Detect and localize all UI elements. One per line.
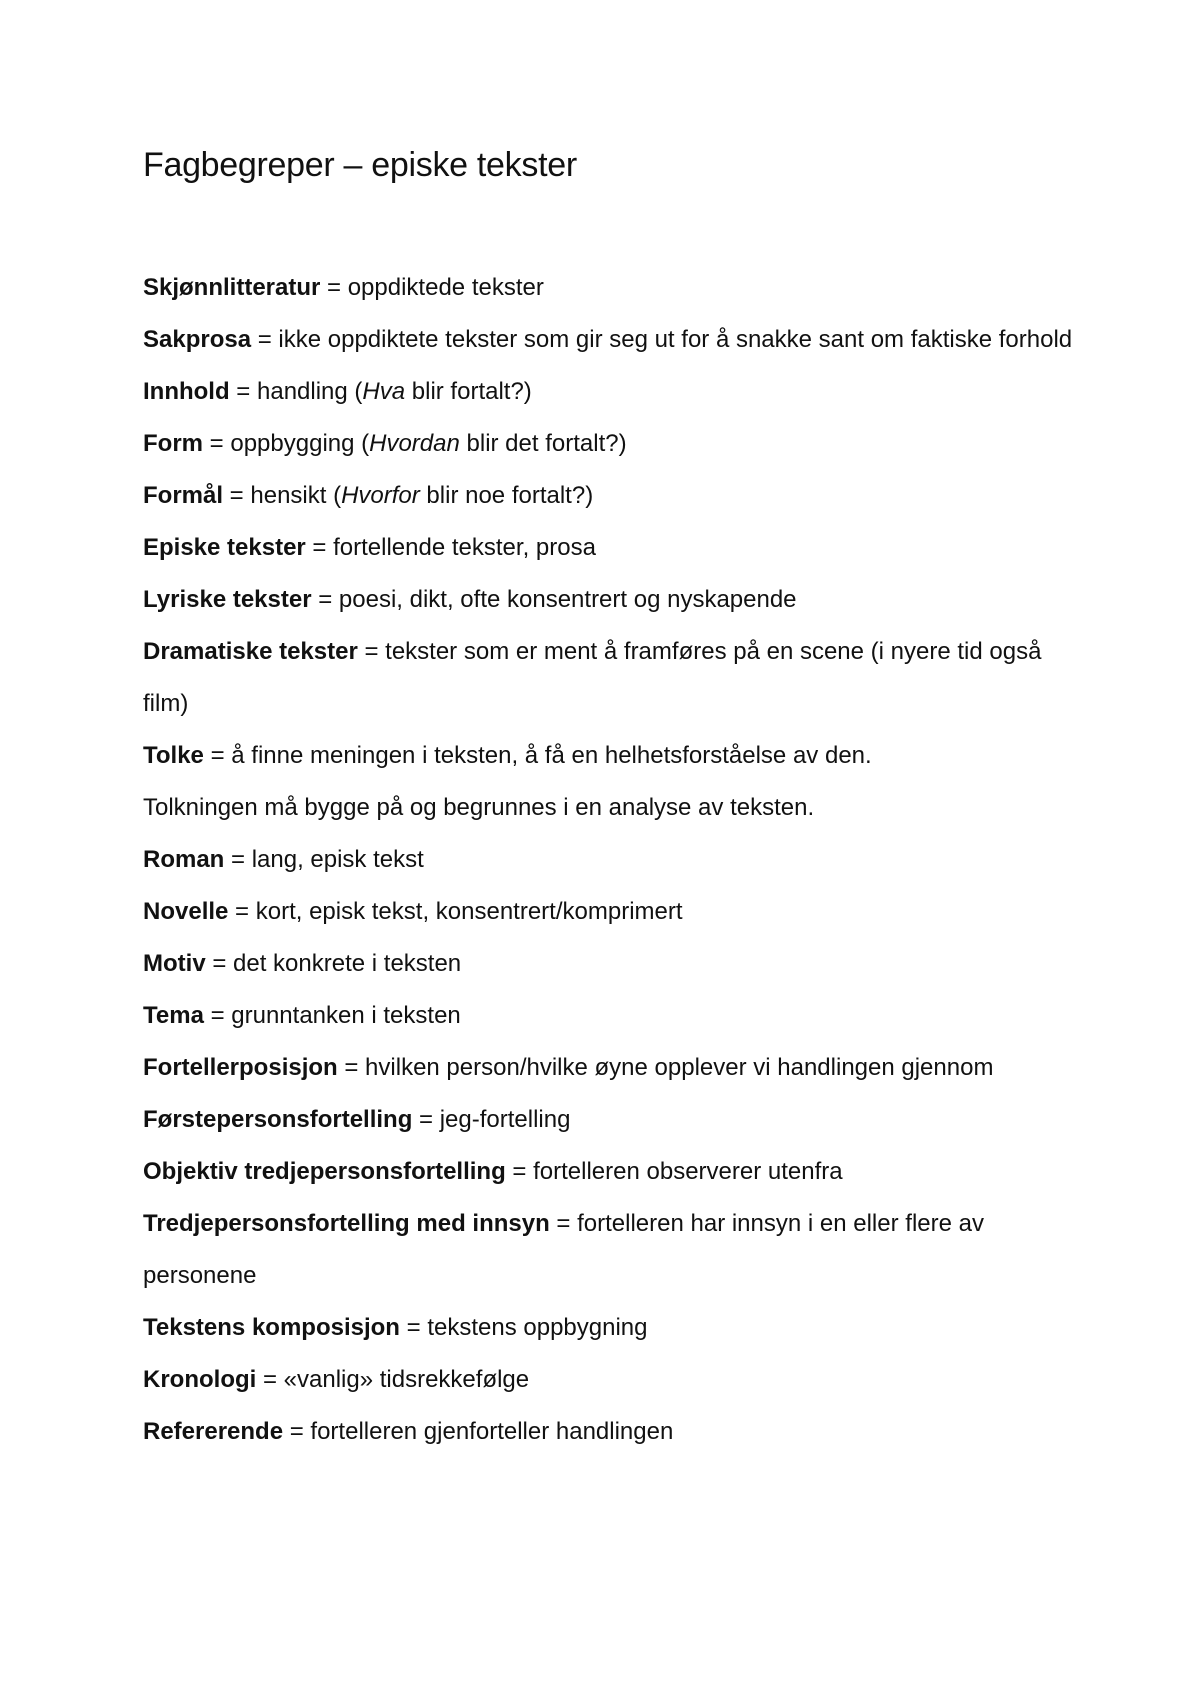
glossary-term: Tredjepersonsfortelling med innsyn xyxy=(143,1210,550,1237)
glossary-entry-episke-tekster xyxy=(143,522,1073,574)
glossary-entry-tredjeperson-innsyn xyxy=(143,1198,1073,1302)
glossary-term: Refererende xyxy=(143,1418,284,1445)
glossary-term: Dramatiske tekster xyxy=(143,638,358,665)
glossary-term: Sakprosa xyxy=(143,326,252,353)
glossary-entry-skjonnlitteratur xyxy=(143,262,1073,314)
glossary-entry-fortellerposisjon xyxy=(143,1042,1073,1094)
glossary-definition: = hvilken person/hvilke øyne opplever vi handlingen gjennom xyxy=(337,1054,994,1081)
glossary-term: Skjønnlitteratur xyxy=(143,274,321,301)
glossary-term: Form xyxy=(143,430,203,457)
glossary-definition: = fortelleren gjenforteller handlingen xyxy=(283,1418,674,1445)
glossary-term: Roman xyxy=(143,846,225,873)
glossary-term: Fortellerposisjon xyxy=(143,1054,338,1081)
glossary-definition-end: blir fortalt?) xyxy=(405,378,532,405)
glossary-definition: = det konkrete i teksten xyxy=(205,950,462,977)
glossary-term: Formål xyxy=(143,482,224,509)
glossary-term: Lyriske tekster xyxy=(143,586,312,613)
glossary-entry-form xyxy=(143,418,1073,470)
glossary-term: Episke tekster xyxy=(143,534,306,561)
glossary-term: Tolke xyxy=(143,742,204,769)
glossary-entry-innhold xyxy=(143,366,1073,418)
glossary-definition: = ikke oppdiktete tekster som gir seg ut for å snakke sant om faktiske forhold xyxy=(251,326,1073,353)
glossary-entry-tolke xyxy=(143,730,1073,782)
glossary-term: Tekstens komposisjon xyxy=(143,1314,400,1341)
glossary-definition: = tekster som er ment å framføres på en scene (i nyere tid også film) xyxy=(143,638,1042,717)
glossary-term: Motiv xyxy=(143,950,206,977)
glossary-question-word: Hvordan xyxy=(369,430,460,457)
glossary-term: Førstepersonsfortelling xyxy=(143,1106,413,1133)
glossary-entry-formal xyxy=(143,470,1073,522)
glossary-entry-refererende xyxy=(143,1406,1073,1458)
glossary-definition: = poesi, dikt, ofte konsentrert og nyskapende xyxy=(311,586,797,613)
glossary-term: Tema xyxy=(143,1002,204,1029)
glossary-definition: = «vanlig» tidsrekkefølge xyxy=(256,1366,530,1393)
glossary-entry-sakprosa xyxy=(143,314,1073,366)
glossary-definition: = jeg-fortelling xyxy=(412,1106,571,1133)
glossary-entry-kronologi xyxy=(143,1354,1073,1406)
glossary-term: Novelle xyxy=(143,898,229,925)
glossary-definition-end: blir det fortalt?) xyxy=(459,430,627,457)
glossary-term: Innhold xyxy=(143,378,230,405)
glossary-definition: = fortellende tekster, prosa xyxy=(305,534,596,561)
glossary-definition: = oppdiktede tekster xyxy=(320,274,544,301)
page-title: Fagbegreper – episke tekster xyxy=(143,146,577,184)
glossary-term: Kronologi xyxy=(143,1366,257,1393)
glossary-definition-end: blir noe fortalt?) xyxy=(419,482,594,509)
glossary-list xyxy=(143,262,1073,1458)
glossary-entry-tema xyxy=(143,990,1073,1042)
glossary-definition: = å finne meningen i teksten, å få en helhetsforståelse av den. xyxy=(203,742,872,769)
glossary-note-tolkning: Tolkningen må bygge på og begrunnes i en analyse av teksten. xyxy=(143,794,815,821)
glossary-term: Objektiv tredjepersonsfortelling xyxy=(143,1158,506,1185)
glossary-definition: = fortelleren observerer utenfra xyxy=(505,1158,843,1185)
glossary-definition: = fortelleren har innsyn i en eller flere av personene xyxy=(143,1210,984,1289)
glossary-entry-roman xyxy=(143,834,1073,886)
glossary-definition: = lang, episk tekst xyxy=(224,846,424,873)
glossary-entry-motiv xyxy=(143,938,1073,990)
glossary-definition: = hensikt ( xyxy=(223,482,342,509)
glossary-definition: = oppbygging ( xyxy=(203,430,370,457)
glossary-entry-lyriske-tekster xyxy=(143,574,1073,626)
glossary-entry-forstepersonsfortelling xyxy=(143,1094,1073,1146)
glossary-definition: = grunntanken i teksten xyxy=(203,1002,461,1029)
glossary-entry-dramatiske-tekster xyxy=(143,626,1073,730)
glossary-entry-novelle xyxy=(143,886,1073,938)
glossary-question-word: Hvorfor xyxy=(341,482,420,509)
glossary-definition: = kort, episk tekst, konsentrert/komprimert xyxy=(228,898,683,925)
glossary-entry-objektiv-tredjeperson xyxy=(143,1146,1073,1198)
glossary-definition: = tekstens oppbygning xyxy=(399,1314,648,1341)
glossary-definition: = handling ( xyxy=(229,378,363,405)
glossary-question-word: Hva xyxy=(362,378,406,405)
glossary-entry-komposisjon xyxy=(143,1302,1073,1354)
